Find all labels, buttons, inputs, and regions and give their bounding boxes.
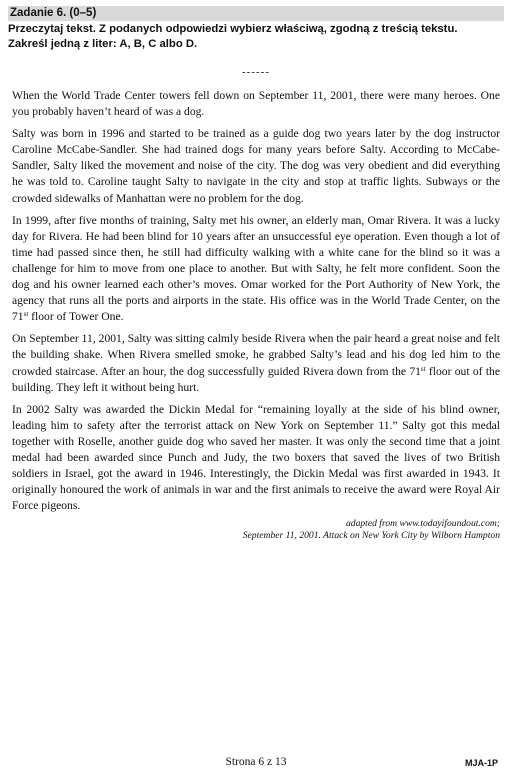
instruction-line-2: Zakreśl jedną z liter: A, B, C albo D.: [8, 38, 198, 50]
separator: ------: [242, 66, 270, 78]
paragraph-4: [12, 331, 500, 395]
paragraph-2: Salty was born in 1996 and started to be trained as a guide dog two years later by the dog instructor Caroline McCabe-Sandler. She had trained dogs for many years before Salty. According to McCabe-Sandler, Salty liked the movement and noise of the city. The dog was very obedient and did everything he was told to. Caroline taught Salty to navigate in the city and stop at traffic lights. Subways or the crowded sidewalks of Manhattan were no problem for the dog.: [12, 127, 500, 205]
paragraph-3: [12, 213, 500, 326]
source-line-1: adapted from www.todayifoundout.com;: [345, 518, 500, 530]
page-number: Strona 6 z 13: [225, 756, 287, 768]
ordinal-suffix: st: [420, 364, 426, 373]
source-line-2: September 11, 2001. Attack on New York City by Wilborn Hampton: [242, 530, 500, 542]
paragraph-5: In 2002 Salty was awarded the Dickin Medal for “remaining loyally at the side of his blind owner, leading him to safety after the terrorist attack on New York on September 11.” Salty got this medal together with Roselle, another guide dog who saved her master. It was only the second time that a joint medal had been awarded since Punch and Judy, the two boxers that saved the lives of two British soldiers in Israel, got the award in 1946. Interestingly, the Dickin Medal was first awarded in 1943. It originally honoured the work of animals in war and the first animals to receive the award were Royal Air Force pigeons.: [12, 402, 500, 513]
paragraph-1: When the World Trade Center towers fell down on September 11, 2001, there were many heroes. One you probably haven’t heard of was a dog.: [12, 89, 500, 119]
task-title: Zadanie 6. (0–5): [8, 6, 504, 21]
ordinal-suffix: st: [23, 310, 29, 319]
paragraph-4-text-a: On September 11, 2001, Salty was sitting calmly beside Rivera when the pair heard a great noise and felt the building shake. When Rivera smelled smoke, he grabbed Salty’s lead and his dog led him to the crowded staircase. After an hour, the dog successfully guided Rivera down from the 71: [12, 332, 500, 378]
exam-code: MJA-1P: [464, 758, 498, 768]
instruction-line-1: Przeczytaj tekst. Z podanych odpowiedzi wybierz właściwą, zgodną z treścią tekstu.: [8, 23, 458, 35]
task-header: [8, 6, 504, 54]
paragraph-4-text-b: floor out of the building. They left it without being hurt.: [12, 364, 500, 394]
paragraph-3-text-a: In 1999, after five months of training, Salty met his owner, an elderly man, Omar Rivera. It was a lucky day for Rivera. He had been blind for 10 years after an unsuccessful eye operation. Even though a lot of time had passed since then, he still had difficulty walking with a white cane for the blind so it was a challenge for him to move from one place to another. But with Salty, he felt more confident. Soon the dog and his owner learned each other’s moves. Omar worked for the Port Authority of New York, the agency that runs all the ports and airports in the state. His office was in the World Trade Center, on the 71: [12, 213, 500, 324]
source-citation: [12, 518, 500, 542]
paragraph-3-text-b: floor of Tower One.: [28, 310, 124, 324]
article-text: [12, 88, 500, 542]
